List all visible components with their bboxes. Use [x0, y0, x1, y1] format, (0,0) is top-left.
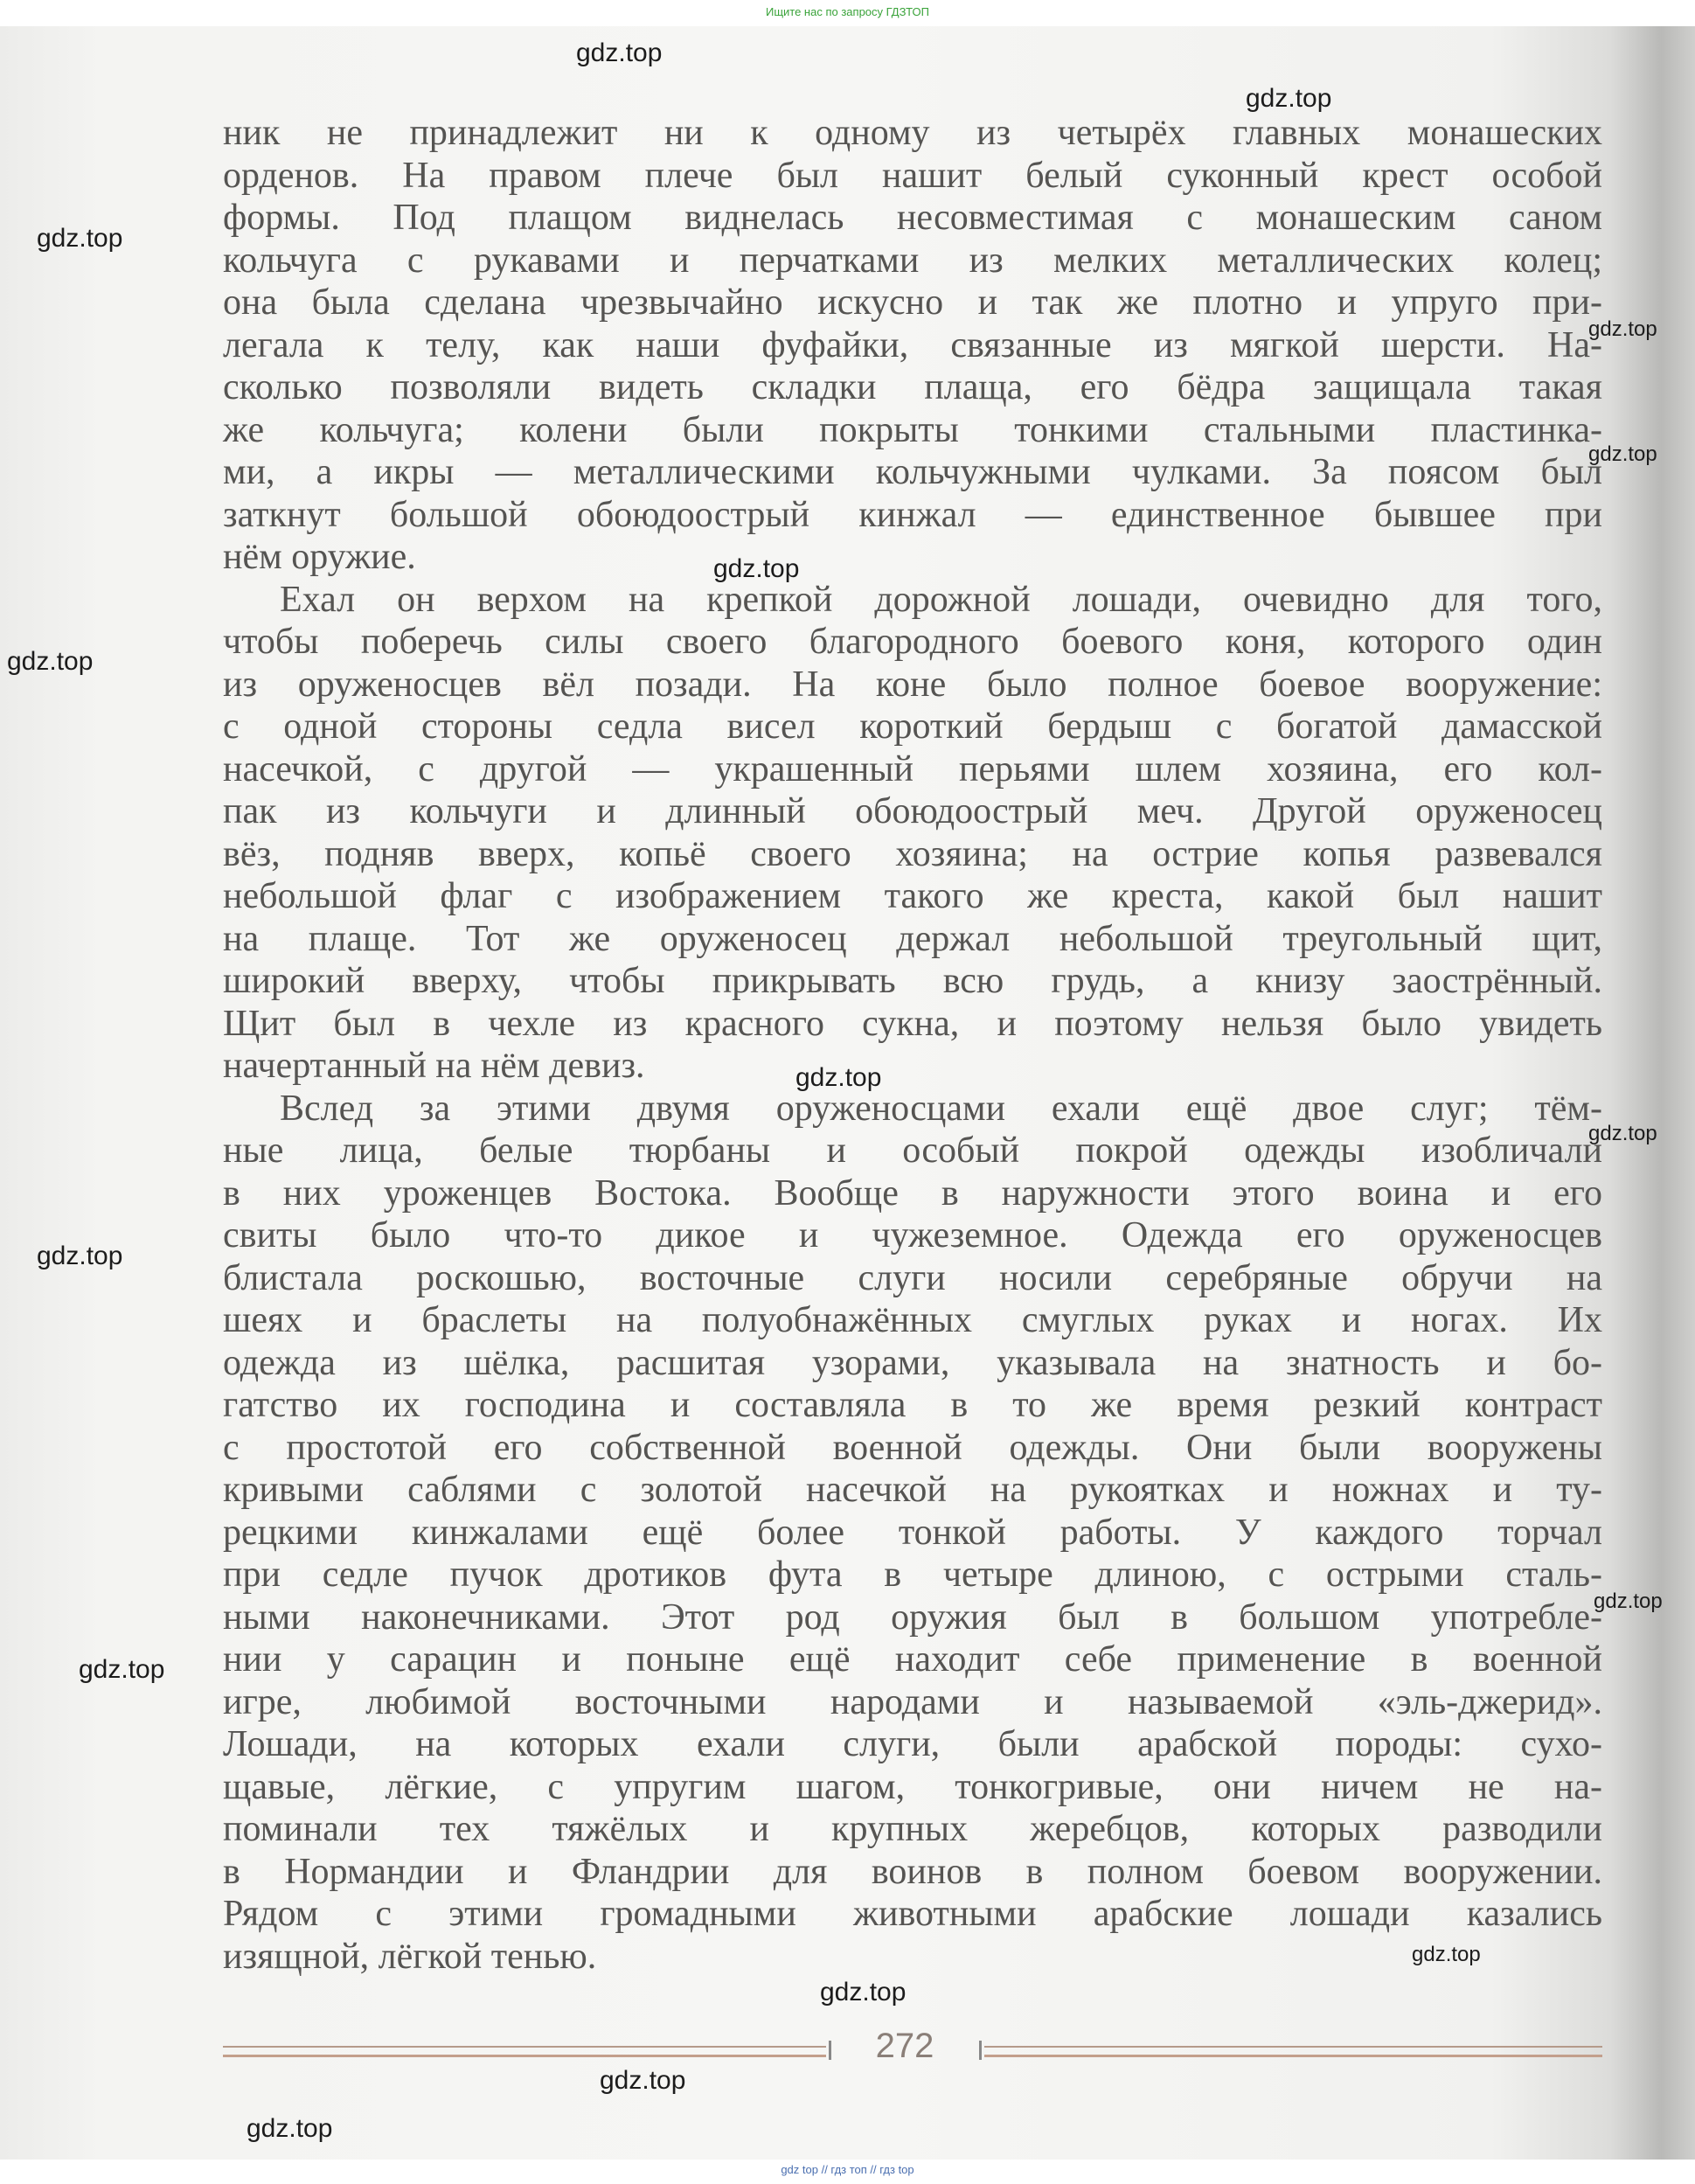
text-line: щавые, лёгкие, с упругим шагом, тонкогривые, они ничем не на-: [223, 1766, 1602, 1807]
text-line: ными наконечниками. Этот род оружия был в большом употребле-: [223, 1596, 1602, 1638]
watermark: gdz.top: [37, 224, 123, 253]
text-line: нии у сарацин и поныне ещё находит себе применение в военной: [223, 1639, 1602, 1680]
text-line: при седле пучок дротиков фута в четыре длиною, с острыми сталь-: [223, 1555, 1602, 1595]
text-line: кольчуга с рукавами и перчатками из мелких металлических колец;: [223, 240, 1602, 281]
footer-tick-right: [979, 2041, 982, 2060]
text-line: широкий вверху, чтобы прикрывать всю грудь, а книзу заострённый.: [223, 961, 1602, 1001]
text-line: из оруженосцев вёл позади. На коне было полное боевое вооружение:: [223, 664, 1602, 705]
watermark: gdz.top: [795, 1063, 882, 1092]
text-line: ник не принадлежит ни к одному из четырёх главных монашеских: [223, 113, 1602, 153]
text-line: игре, любимой восточными народами и называемой «эль-джерид».: [223, 1681, 1602, 1722]
text-line: Вслед за этими двумя оруженосцами ехали ещё двое слуг; тём-: [280, 1088, 1602, 1129]
text-line: на плаще. Тот же оруженосец держал небольшой треугольный щит,: [223, 918, 1602, 959]
footer-rule-left: [223, 2046, 826, 2057]
text-line: Ехал он верхом на крепкой дорожной лошади, очевидно для того,: [280, 579, 1602, 620]
text-line: насечкой, с другой — украшенный перьями шлем хозяина, его кол-: [223, 748, 1602, 789]
watermark: gdz.top: [37, 1242, 123, 1270]
top-banner: Ищите нас по запросу ГДЗТОП: [765, 5, 929, 18]
text-line: поминали тех тяжёлых и крупных жеребцов, которых разводили: [223, 1809, 1602, 1849]
watermark: gdz.top: [1594, 1589, 1663, 1613]
text-line: блистала роскошью, восточные слуги носили серебряные обручи на: [223, 1257, 1602, 1298]
footer-tick-left: [829, 2041, 831, 2060]
text-line: чтобы поберечь силы своего благородного боевого коня, которого один: [223, 622, 1602, 662]
text-line: одежда из шёлка, расшитая узорами, указывала на знатность и бо-: [223, 1342, 1602, 1383]
text-line: ные лица, белые тюрбаны и особый покрой одежды изобличали: [223, 1130, 1602, 1171]
text-line: Рядом с этими громадными животными арабские лошади казались: [223, 1894, 1602, 1934]
watermark: gdz.top: [1588, 1122, 1657, 1145]
text-line: изящной, лёгкой тенью.: [223, 1936, 597, 1977]
text-line: она была сделана чрезвычайно искусно и так же плотно и упруго при-: [223, 282, 1602, 323]
watermark: gdz.top: [1246, 84, 1332, 113]
text-line: Лошади, на которых ехали слуги, были арабской породы: сухо-: [223, 1724, 1602, 1764]
page-number: 272: [875, 2027, 934, 2065]
text-line: гатство их господина и составляла в то же время резкий контраст: [223, 1385, 1602, 1425]
watermark: gdz.top: [1588, 317, 1657, 341]
bottom-banner: gdz top // гдз топ // гдз top: [781, 2163, 914, 2176]
text-line: небольшой флаг с изображением такого же креста, какой был нашит: [223, 876, 1602, 916]
text-line: же кольчуга; колени были покрыты тонкими стальными пластинка-: [223, 409, 1602, 450]
text-line: с одной стороны седла висел короткий бердыш с богатой дамасской: [223, 706, 1602, 747]
text-line: формы. Под плащом виднелась несовместимая с монашеским саном: [223, 198, 1602, 238]
text-line: Щит был в чехле из красного сукна, и поэтому нельзя было увидеть: [223, 1003, 1602, 1044]
text-line: вёз, подняв вверх, копьё своего хозяина; на острие копья развевался: [223, 833, 1602, 874]
text-line: кривыми саблями с золотой насечкой на рукоятках и ножнах и ту-: [223, 1470, 1602, 1510]
text-line: сколько позволяли видеть складки плаща, его бёдра защищала такая: [223, 367, 1602, 407]
text-line: заткнут большой обоюдоострый кинжал — единственное бывшее при: [223, 494, 1602, 535]
watermark: gdz.top: [1588, 442, 1657, 466]
text-line: шеях и браслеты на полуобнажённых смуглых руках и ногах. Их: [223, 1300, 1602, 1340]
watermark: gdz.top: [576, 38, 663, 67]
text-line: орденов. На правом плече был нашит белый суконный крест особой: [223, 155, 1602, 196]
watermark: gdz.top: [1412, 1943, 1481, 1966]
text-line: начертанный на нём девиз.: [223, 1046, 645, 1086]
watermark: gdz.top: [600, 2066, 686, 2095]
watermark: gdz.top: [820, 1978, 907, 2007]
body-text: [223, 112, 1602, 1978]
text-line: легала к телу, как наши фуфайки, связанные из мягкой шерсти. На-: [223, 324, 1602, 365]
footer-rule-right: [984, 2046, 1602, 2057]
watermark: gdz.top: [7, 647, 94, 676]
watermark: gdz.top: [247, 2114, 333, 2143]
text-line: свиты было что-то дикое и чужеземное. Одежда его оруженосцев: [223, 1215, 1602, 1255]
watermark: gdz.top: [713, 554, 800, 583]
text-line: рецкими кинжалами ещё более тонкой работы. У каждого торчал: [223, 1512, 1602, 1553]
text-line: в Нормандии и Фландрии для воинов в полном боевом вооружении.: [223, 1851, 1602, 1892]
text-line: ми, а икры — металлическими кольчужными чулками. За поясом был: [223, 452, 1602, 492]
text-line: пак из кольчуги и длинный обоюдоострый меч. Другой оруженосец: [223, 791, 1602, 831]
text-line: с простотой его собственной военной одежды. Они были вооружены: [223, 1427, 1602, 1468]
text-line: нём оружие.: [223, 537, 416, 577]
text-line: в них уроженцев Востока. Вообще в наружности этого воина и его: [223, 1172, 1602, 1214]
watermark: gdz.top: [79, 1655, 165, 1684]
